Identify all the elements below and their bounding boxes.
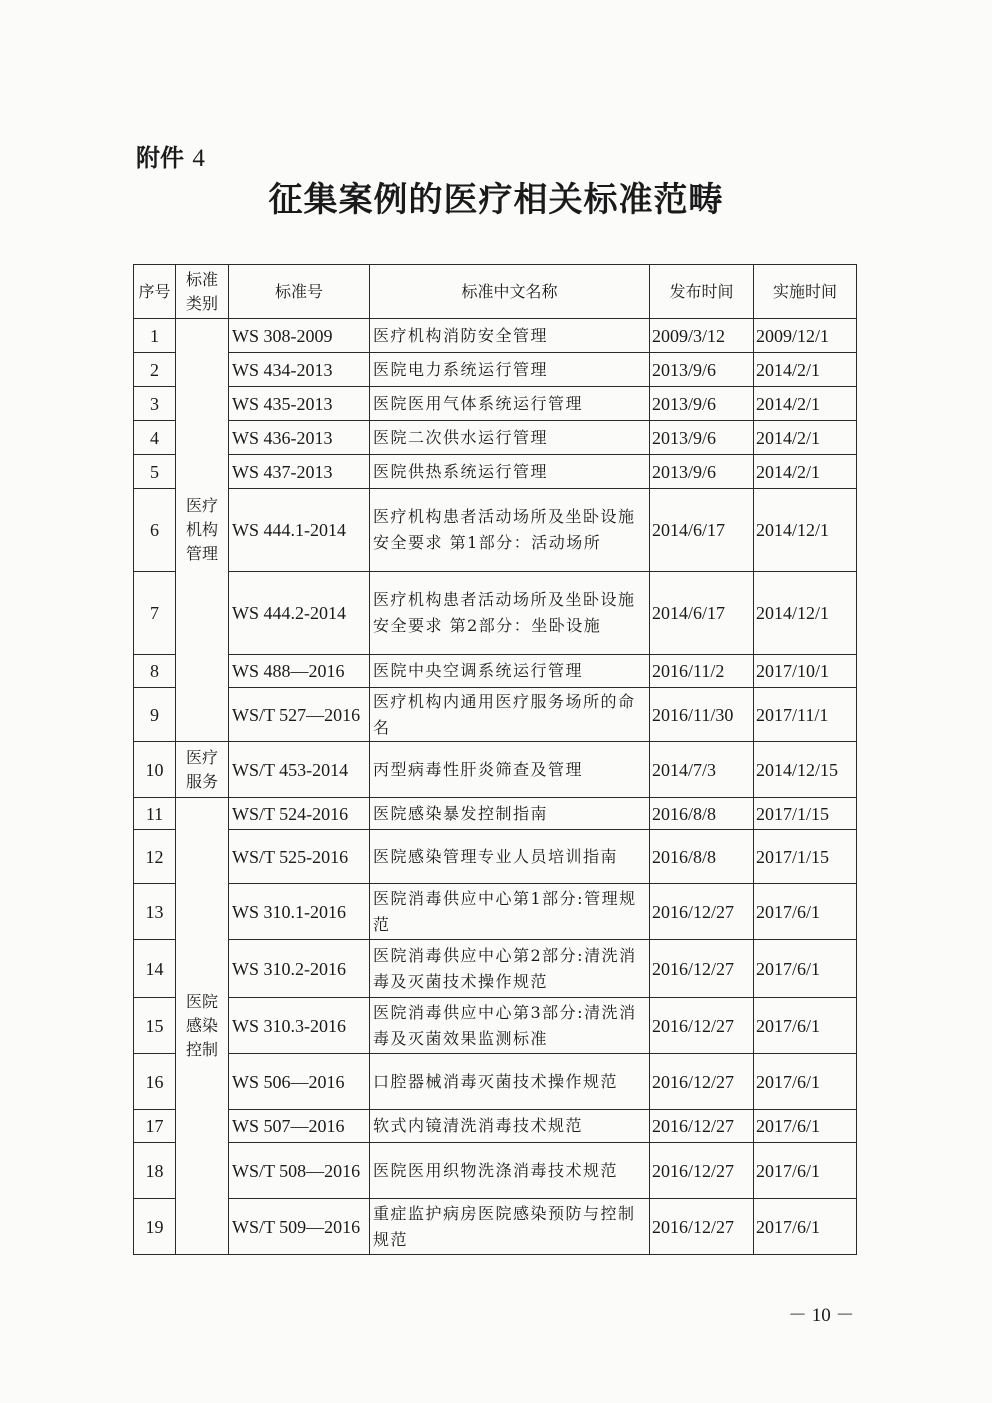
row-number: 5 [134, 455, 176, 489]
effective-date: 2014/2/1 [754, 353, 857, 387]
row-number: 16 [134, 1054, 176, 1110]
published-date: 2016/12/27 [650, 1199, 754, 1255]
effective-date: 2014/2/1 [754, 387, 857, 421]
row-number: 10 [134, 742, 176, 798]
standard-code: WS 310.3-2016 [229, 998, 370, 1054]
table-row [134, 421, 857, 455]
standard-name: 丙型病毒性肝炎筛查及管理 [370, 742, 650, 798]
published-date: 2016/12/27 [650, 940, 754, 998]
effective-date: 2017/10/1 [754, 655, 857, 688]
standard-name: 医院消毒供应中心第3部分:清洗消毒及灭菌效果监测标准 [370, 998, 650, 1054]
table-row [134, 940, 857, 998]
standard-code: WS/T 524-2016 [229, 798, 370, 830]
row-number: 7 [134, 572, 176, 655]
published-date: 2016/12/27 [650, 998, 754, 1054]
header-published: 发布时间 [650, 265, 754, 319]
attachment-number: 4 [192, 145, 205, 172]
published-date: 2014/7/3 [650, 742, 754, 798]
standard-name: 医院电力系统运行管理 [370, 353, 650, 387]
row-number: 3 [134, 387, 176, 421]
row-number: 19 [134, 1199, 176, 1255]
standard-name: 医院医用气体系统运行管理 [370, 387, 650, 421]
effective-date: 2017/6/1 [754, 884, 857, 940]
effective-date: 2014/2/1 [754, 455, 857, 489]
table-row [134, 387, 857, 421]
table-row [134, 1110, 857, 1143]
row-number: 17 [134, 1110, 176, 1143]
header-name: 标准中文名称 [370, 265, 650, 319]
standard-name: 医院感染管理专业人员培训指南 [370, 830, 650, 884]
header-effective: 实施时间 [754, 265, 857, 319]
standard-code: WS 435-2013 [229, 387, 370, 421]
standard-name: 医疗机构患者活动场所及坐卧设施安全要求 第1部分：活动场所 [370, 489, 650, 572]
standard-name: 医院中央空调系统运行管理 [370, 655, 650, 688]
standard-name: 软式内镜清洗消毒技术规范 [370, 1110, 650, 1143]
row-number: 15 [134, 998, 176, 1054]
table-row [134, 742, 857, 798]
table-row [134, 319, 857, 353]
standard-code: WS 444.2-2014 [229, 572, 370, 655]
effective-date: 2017/6/1 [754, 1143, 857, 1199]
published-date: 2014/6/17 [650, 489, 754, 572]
published-date: 2016/11/2 [650, 655, 754, 688]
published-date: 2016/8/8 [650, 830, 754, 884]
published-date: 2016/11/30 [650, 688, 754, 742]
standard-code: WS 488—2016 [229, 655, 370, 688]
effective-date: 2017/1/15 [754, 830, 857, 884]
effective-date: 2017/6/1 [754, 940, 857, 998]
standard-code: WS 444.1-2014 [229, 489, 370, 572]
attachment-prefix: 附件 [136, 144, 184, 172]
table-row [134, 489, 857, 572]
category-cell: 医院感染控制 [176, 798, 229, 1255]
table-row [134, 572, 857, 655]
standard-code: WS 506—2016 [229, 1054, 370, 1110]
standard-code: WS 310.2-2016 [229, 940, 370, 998]
row-number: 8 [134, 655, 176, 688]
effective-date: 2017/6/1 [754, 1199, 857, 1255]
standard-name: 医疗机构患者活动场所及坐卧设施安全要求 第2部分：坐卧设施 [370, 572, 650, 655]
standard-code: WS/T 509—2016 [229, 1199, 370, 1255]
standard-name: 医院消毒供应中心第2部分:清洗消毒及灭菌技术操作规范 [370, 940, 650, 998]
standard-code: WS 434-2013 [229, 353, 370, 387]
table-row [134, 884, 857, 940]
header-seq: 序号 [134, 265, 176, 319]
standard-code: WS 507—2016 [229, 1110, 370, 1143]
published-date: 2016/12/27 [650, 1110, 754, 1143]
page-title: 征集案例的医疗相关标准范畴 [268, 180, 724, 220]
effective-date: 2014/12/15 [754, 742, 857, 798]
published-date: 2013/9/6 [650, 353, 754, 387]
published-date: 2013/9/6 [650, 421, 754, 455]
table-row [134, 353, 857, 387]
effective-date: 2017/6/1 [754, 1110, 857, 1143]
table-row [134, 688, 857, 742]
effective-date: 2017/6/1 [754, 1054, 857, 1110]
published-date: 2016/12/27 [650, 884, 754, 940]
table-row [134, 1199, 857, 1255]
row-number: 14 [134, 940, 176, 998]
standard-code: WS/T 527—2016 [229, 688, 370, 742]
table-header-row [134, 265, 857, 319]
effective-date: 2014/12/1 [754, 489, 857, 572]
effective-date: 2017/11/1 [754, 688, 857, 742]
standard-code: WS 310.1-2016 [229, 884, 370, 940]
published-date: 2016/12/27 [650, 1054, 754, 1110]
row-number: 6 [134, 489, 176, 572]
effective-date: 2014/12/1 [754, 572, 857, 655]
table-row [134, 1143, 857, 1199]
effective-date: 2014/2/1 [754, 421, 857, 455]
published-date: 2014/6/17 [650, 572, 754, 655]
standard-code: WS/T 525-2016 [229, 830, 370, 884]
standard-name: 医疗机构内通用医疗服务场所的命名 [370, 688, 650, 742]
standards-table [133, 264, 857, 1255]
standard-name: 口腔器械消毒灭菌技术操作规范 [370, 1054, 650, 1110]
row-number: 4 [134, 421, 176, 455]
standard-code: WS 437-2013 [229, 455, 370, 489]
published-date: 2013/9/6 [650, 455, 754, 489]
standard-code: WS/T 453-2014 [229, 742, 370, 798]
category-cell: 医疗机构管理 [176, 319, 229, 742]
table-row [134, 830, 857, 884]
effective-date: 2017/6/1 [754, 998, 857, 1054]
standard-name: 医院感染暴发控制指南 [370, 798, 650, 830]
table-row [134, 655, 857, 688]
row-number: 9 [134, 688, 176, 742]
attachment-label [136, 138, 205, 173]
row-number: 13 [134, 884, 176, 940]
header-category: 标准类别 [176, 265, 229, 319]
published-date: 2016/8/8 [650, 798, 754, 830]
published-date: 2013/9/6 [650, 387, 754, 421]
published-date: 2016/12/27 [650, 1143, 754, 1199]
standard-code: WS/T 508—2016 [229, 1143, 370, 1199]
standard-name: 医院二次供水运行管理 [370, 421, 650, 455]
standard-code: WS 436-2013 [229, 421, 370, 455]
table-row [134, 1054, 857, 1110]
effective-date: 2009/12/1 [754, 319, 857, 353]
row-number: 18 [134, 1143, 176, 1199]
published-date: 2009/3/12 [650, 319, 754, 353]
header-code: 标准号 [229, 265, 370, 319]
row-number: 2 [134, 353, 176, 387]
standard-name: 重症监护病房医院感染预防与控制规范 [370, 1199, 650, 1255]
standard-name: 医院医用织物洗涤消毒技术规范 [370, 1143, 650, 1199]
effective-date: 2017/1/15 [754, 798, 857, 830]
table-row [134, 998, 857, 1054]
standard-code: WS 308-2009 [229, 319, 370, 353]
table-row [134, 798, 857, 830]
category-cell: 医疗服务 [176, 742, 229, 798]
standard-name: 医院供热系统运行管理 [370, 455, 650, 489]
row-number: 12 [134, 830, 176, 884]
standard-name: 医院消毒供应中心第1部分:管理规范 [370, 884, 650, 940]
standard-name: 医疗机构消防安全管理 [370, 319, 650, 353]
row-number: 11 [134, 798, 176, 830]
row-number: 1 [134, 319, 176, 353]
table-row [134, 455, 857, 489]
page-number: － 10 － [788, 1305, 855, 1326]
